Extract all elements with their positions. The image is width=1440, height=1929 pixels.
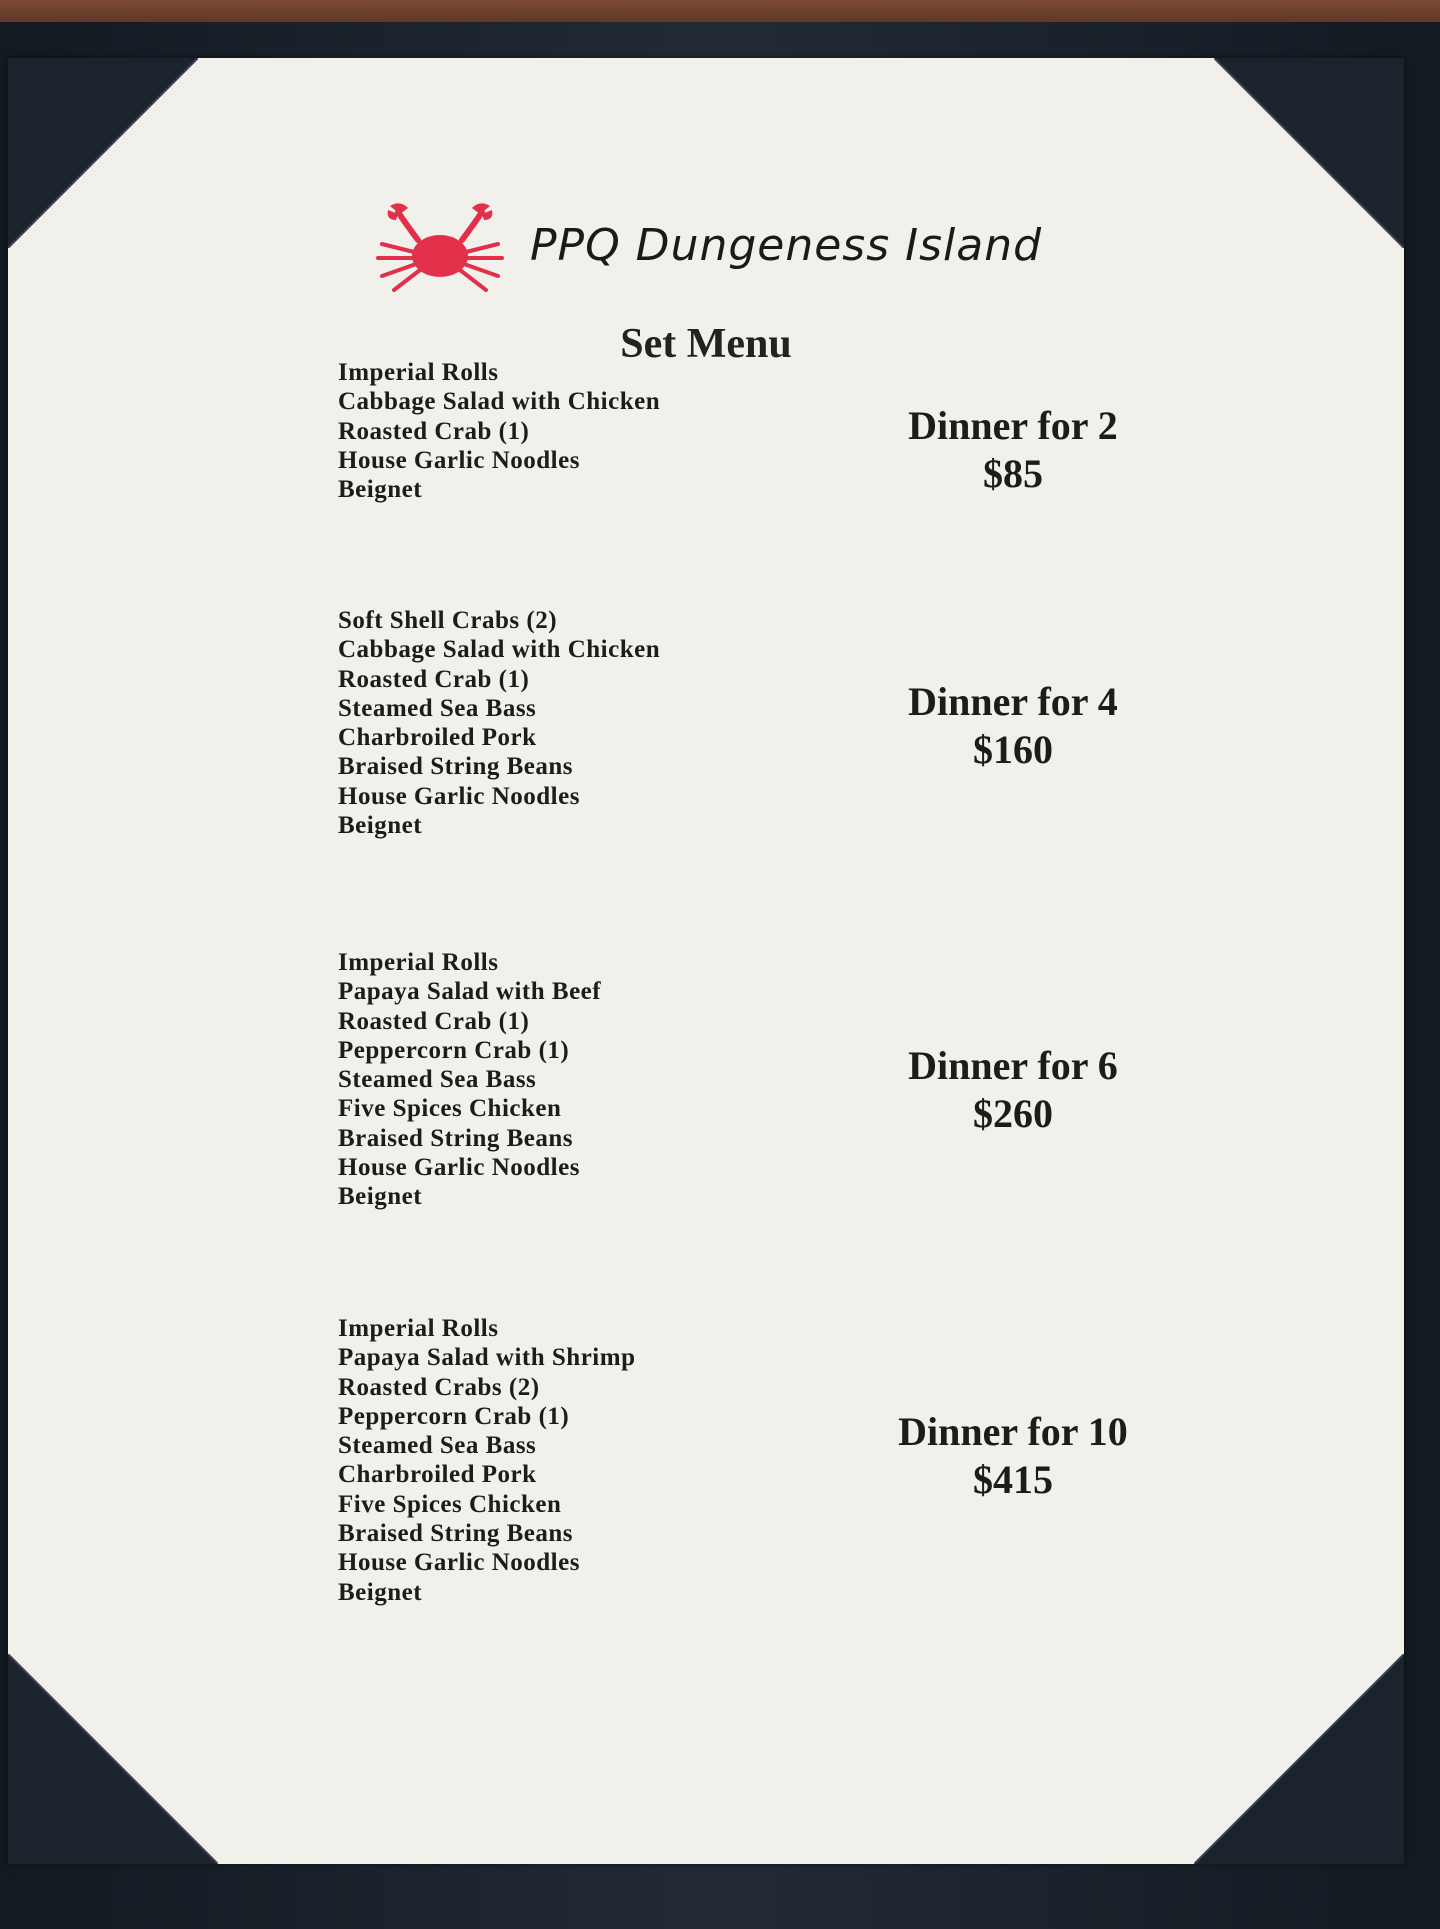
menu-item: Five Spices Chicken	[338, 1490, 562, 1518]
set-label: Dinner for 4	[908, 679, 1118, 724]
menu-item: Cabbage Salad with Chicken	[338, 636, 661, 664]
menu-item: Roasted Crab (1)	[338, 1007, 530, 1035]
menu-item: Braised String Beans	[338, 753, 574, 781]
menu-item: House Garlic Noodles	[338, 446, 580, 474]
menu-item: Beignet	[338, 476, 423, 504]
menu-item: Five Spices Chicken	[338, 1095, 562, 1123]
set-price: $160	[973, 727, 1053, 772]
menu-item: Peppercorn Crab (1)	[338, 1402, 570, 1430]
restaurant-name: PPQ Dungeness Island	[530, 220, 1043, 271]
menu-item: Braised String Beans	[338, 1520, 574, 1548]
menu-item: Imperial Rolls	[338, 359, 499, 386]
set-items-list	[338, 1314, 636, 1607]
set-price: $260	[973, 1091, 1053, 1136]
menu-item: House Garlic Noodles	[338, 1549, 580, 1577]
set-offer	[838, 1042, 1188, 1138]
set-items-list	[338, 358, 660, 504]
menu-page	[8, 58, 1404, 1864]
set-label: Dinner for 2	[908, 403, 1118, 448]
crab-icon	[370, 198, 510, 298]
menu-item: Roasted Crabs (2)	[338, 1373, 540, 1401]
set-offer	[838, 402, 1188, 498]
menu-item: Soft Shell Crabs (2)	[338, 607, 558, 634]
set-offer	[838, 1408, 1188, 1504]
menu-item: Steamed Sea Bass	[338, 1066, 537, 1094]
menu-item: Papaya Salad with Shrimp	[338, 1344, 636, 1372]
set-price: $415	[973, 1457, 1053, 1502]
menu-header	[370, 198, 1060, 298]
set-label: Dinner for 10	[898, 1409, 1128, 1454]
menu-item: House Garlic Noodles	[338, 1154, 580, 1182]
menu-item: Cabbage Salad with Chicken	[338, 388, 661, 416]
set-items-list	[338, 606, 660, 840]
menu-item: Roasted Crab (1)	[338, 665, 530, 693]
corner-protector-top-left	[8, 58, 198, 248]
page-title: Set Menu	[620, 321, 792, 367]
set-label: Dinner for 6	[908, 1043, 1118, 1088]
corner-protector-bottom-right	[1194, 1654, 1404, 1864]
menu-item: Peppercorn Crab (1)	[338, 1036, 570, 1064]
menu-item: Charbroiled Pork	[338, 724, 537, 752]
menu-item: House Garlic Noodles	[338, 782, 580, 810]
menu-item: Charbroiled Pork	[338, 1461, 537, 1489]
menu-item: Braised String Beans	[338, 1124, 574, 1152]
menu-item: Beignet	[338, 1578, 423, 1606]
menu-item: Imperial Rolls	[338, 949, 499, 976]
menu-item: Beignet	[338, 1183, 423, 1211]
menu-item: Steamed Sea Bass	[338, 694, 537, 722]
set-offer	[838, 678, 1188, 774]
set-items-list	[338, 948, 601, 1212]
corner-protector-bottom-left	[8, 1654, 218, 1864]
menu-item: Imperial Rolls	[338, 1315, 499, 1342]
menu-item: Beignet	[338, 812, 423, 840]
corner-protector-top-right	[1214, 58, 1404, 248]
set-price: $85	[983, 451, 1043, 496]
menu-item: Steamed Sea Bass	[338, 1432, 537, 1460]
menu-item: Roasted Crab (1)	[338, 417, 530, 445]
menu-item: Papaya Salad with Beef	[338, 978, 602, 1006]
